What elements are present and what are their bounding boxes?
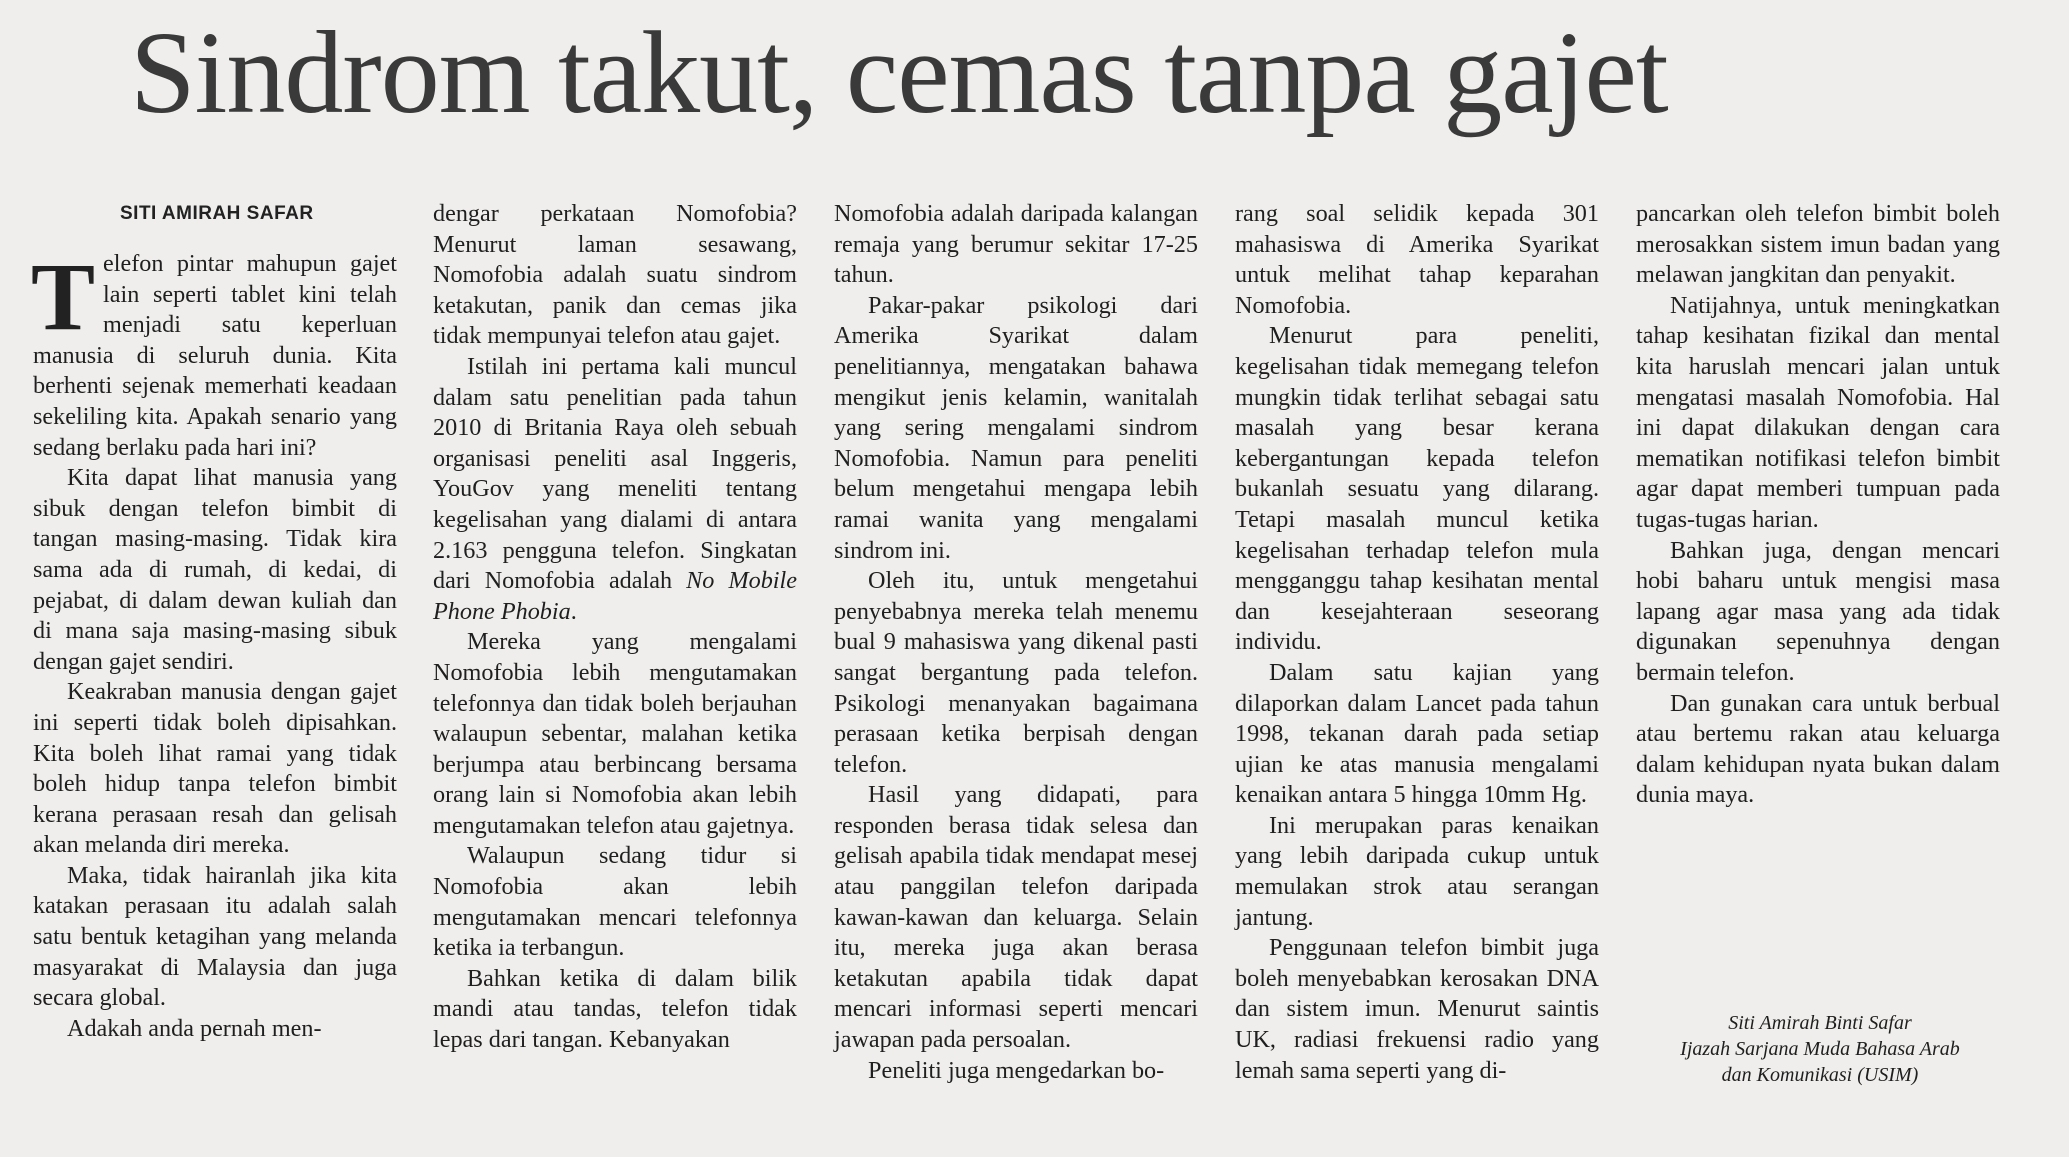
article-column-3 <box>834 199 1198 1086</box>
paragraph: rang soal selidik kepada 301 mahasiswa di Amerika Syarikat untuk melihat tahap keparahan Nomofobia. <box>1235 200 1599 319</box>
paragraph: Maka, tidak hairanlah jika kita katakan perasaan itu adalah salah satu bentuk ketagihan yang melanda masyarakat di Malaysia dan juga secara global. <box>33 861 397 1012</box>
paragraph: Walaupun sedang tidur si Nomofobia akan lebih mengutamakan mencari telefonnya ketika ia terbangun. <box>433 842 797 962</box>
paragraph: Istilah ini pertama kali muncul dalam satu penelitian pada tahun 2010 di Britania Raya oleh sebuah organisasi peneliti asal Inggeris, YouGov yang meneliti tentang kegelisahan yang dialami di antara 2.163 pengguna telefon. Singkatan dari Nomofobia adalah No Mobile Phone Phobia. <box>433 352 797 625</box>
paragraph: Adakah anda pernah men- <box>67 1014 322 1042</box>
paragraph: Oleh itu, untuk mengetahui penyebabnya mereka telah menemu bual 9 mahasiswa yang dikenal pasti sangat bergantung pada telefon. Psikologi menanyakan bagaimana perasaan ketika berpisah dengan telefon. <box>834 567 1198 778</box>
drop-cap: T <box>31 243 96 350</box>
paragraph: pancarkan oleh telefon bimbit boleh merosakkan sistem imun badan yang melawan jangkitan dan penyakit. <box>1636 200 2000 289</box>
paragraph: Peneliti juga mengedarkan bo- <box>868 1056 1165 1084</box>
headline: Sindrom takut, cemas tanpa gajet <box>130 7 1668 138</box>
paragraph: Penggunaan telefon bimbit juga boleh menyebabkan kerosakan DNA dan sistem imun. Menurut saintis UK, radiasi frekuensi radio yang lemah sama seperti yang di- <box>1235 934 1599 1084</box>
paragraph: Menurut para peneliti, kegelisahan tidak memegang telefon mungkin tidak terlihat sebagai satu masalah yang besar kerana kebergantungan kepada telefon bukanlah sesuatu yang dilarang. Tetapi masalah muncul ketika kegelisahan terhadap telefon mula mengganggu tahap kesihatan mental dan kesejahteraan seseorang individu. <box>1235 322 1599 656</box>
paragraph: Pakar-pakar psikologi dari Amerika Syarikat dalam penelitiannya, mengatakan bahawa mengikut jenis kelamin, wanitalah yang sering mengalami sindrom Nomofobia. Namun para peneliti belum mengetahui mengapa lebih ramai wanita yang mengalami sindrom ini. <box>834 291 1198 564</box>
paragraph: Natijahnya, untuk meningkatkan tahap kesihatan fizikal dan mental kita haruslah mencari jalan untuk mengatasi masalah Nomofobia. Hal ini dapat dilakukan dengan cara mematikan notifikasi telefon bimbit agar dapat memberi tumpuan pada tugas-tugas harian. <box>1636 291 2000 533</box>
paragraph: dengar perkataan Nomofobia? Menurut laman sesawang, Nomofobia adalah suatu sindrom ketakutan, panik dan cemas jika tidak mempunyai telefon atau gajet. <box>433 200 797 350</box>
author-name: Siti Amirah Binti Safar <box>1728 1012 1912 1034</box>
paragraph: Dan gunakan cara untuk berbual atau bertemu rakan atau keluarga dalam kehidupan nyata bukan dalam dunia maya. <box>1636 689 2000 809</box>
byline: SITI AMIRAH SAFAR <box>120 203 314 224</box>
paragraph: Nomofobia adalah daripada kalangan remaja yang berumur sekitar 17-25 tahun. <box>834 200 1198 289</box>
paragraph: Bahkan ketika di dalam bilik mandi atau tandas, telefon tidak lepas dari tangan. Kebanyakan <box>433 964 797 1054</box>
paragraph: Hasil yang didapati, para responden berasa tidak selesa dan gelisah apabila tidak mendapat mesej atau panggilan telefon daripada kawan-kawan dan keluarga. Selain itu, mereka juga akan berasa ketakutan apabila tidak dapat mencari informasi seperti mencari jawapan pada persoalan. <box>834 781 1198 1054</box>
author-signature <box>1640 1010 2000 1088</box>
paragraph: Keakraban manusia dengan gajet ini seperti tidak boleh dipisahkan. Kita boleh lihat ramai yang tidak boleh hidup tanpa telefon bimbit kerana perasaan resah dan gelisah akan melanda diri mereka. <box>33 678 397 859</box>
paragraph: Telefon pintar mahupun gajet lain seperti tablet kini telah menjadi satu keperluan manusia di seluruh dunia. Kita berhenti sejenak memerhati keadaan sekeliling kita. Apakah senario yang sedang berlaku pada hari ini? <box>31 243 397 461</box>
paragraph: Mereka yang mengalami Nomofobia lebih mengutamakan telefonnya dan tidak boleh berjauhan walaupun sebentar, malahan ketika berjumpa atau berbincang bersama orang lain si Nomofobia akan lebih mengutamakan telefon atau gajetnya. <box>433 628 797 839</box>
article-column-2 <box>433 199 797 1056</box>
author-credential: Ijazah Sarjana Muda Bahasa Arab <box>1680 1038 1960 1060</box>
author-institution: dan Komunikasi (USIM) <box>1721 1064 1919 1086</box>
article-column-4 <box>1235 199 1599 1086</box>
article-column-5 <box>1636 199 2000 811</box>
article-column-1 <box>31 243 397 1044</box>
paragraph: Kita dapat lihat manusia yang sibuk dengan telefon bimbit di tangan masing-masing. Tidak kira sama ada di rumah, di kedai, di pejabat, di dalam dewan kuliah dan di mana saja masing-masing sibuk dengan gajet sendiri. <box>33 464 397 675</box>
paragraph: Bahkan juga, dengan mencari hobi baharu untuk mengisi masa lapang agar masa yang ada tidak digunakan sepenuhnya dengan bermain telefon. <box>1636 536 2000 686</box>
paragraph: Ini merupakan paras kenaikan yang lebih daripada cukup untuk memulakan strok atau serangan jantung. <box>1235 811 1599 931</box>
paragraph: Dalam satu kajian yang dilaporkan dalam Lancet pada tahun 1998, tekanan darah pada setiap ujian ke atas manusia mengalami kenaikan antara 5 hingga 10mm Hg. <box>1235 658 1599 809</box>
italic-phrase: No Mobile Phone Phobia <box>433 567 797 625</box>
